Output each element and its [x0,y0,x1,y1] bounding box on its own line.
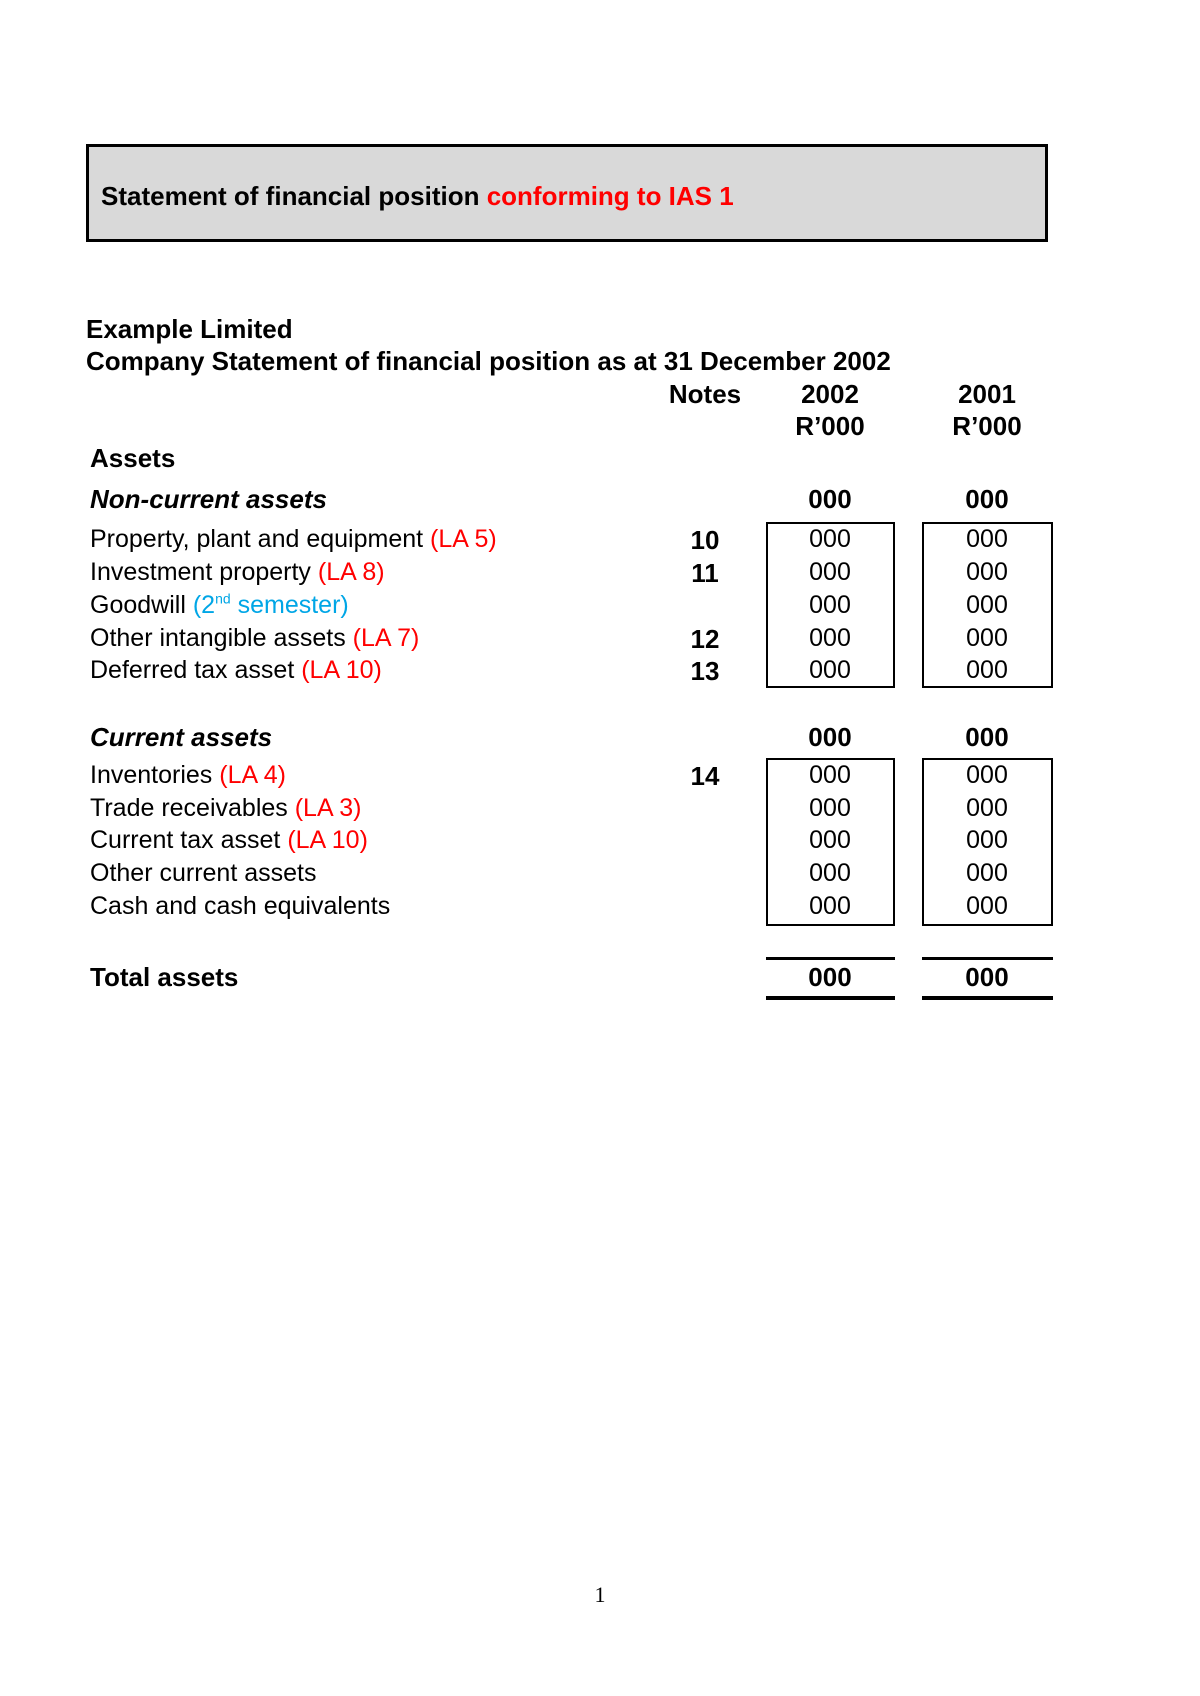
banner-title-main: Statement of financial position [101,181,487,211]
table-cell-2001: 000 [966,656,1008,684]
year-2002-header: 2002 [801,379,859,409]
current-total-2001: 000 [965,722,1009,752]
non-current-assets-heading: Non-current assets [90,484,327,514]
total-assets-2001: 000 [965,962,1009,992]
table-cell-2001: 000 [966,591,1008,619]
year-2001-header: 2001 [958,379,1016,409]
table-cell-2002: 000 [809,794,851,822]
statement-title: Company Statement of financial position as at 31 December 2002 [86,346,891,376]
table-row-label: Goodwill (2nd semester) [90,590,349,619]
non-current-total-2002: 000 [808,484,852,514]
banner-title-highlight: conforming to IAS 1 [486,181,734,211]
non-current-total-2001: 000 [965,484,1009,514]
table-row-note: 12 [690,624,720,654]
table-cell-2002: 000 [809,591,851,619]
table-cell-2001: 000 [966,624,1008,652]
table-cell-2001: 000 [966,761,1008,789]
table-row-label: Inventories (LA 4) [90,761,286,789]
table-cell-2002: 000 [809,892,851,920]
table-row-label: Cash and cash equivalents [90,892,391,920]
table-cell-2002: 000 [809,525,851,553]
table-cell-2001: 000 [966,892,1008,920]
table-cell-2002: 000 [809,558,851,586]
table-cell-2001: 000 [966,558,1008,586]
total-assets-label: Total assets [90,962,239,992]
table-cell-2002: 000 [809,624,851,652]
assets-heading: Assets [90,443,176,473]
current-assets-heading: Current assets [90,722,273,752]
table-cell-2002: 000 [809,826,851,854]
table-row-label: Trade receivables (LA 3) [90,794,362,822]
total-assets-2002: 000 [808,962,852,992]
table-row-note: 11 [691,558,719,588]
table-cell-2001: 000 [966,826,1008,854]
page-number: 1 [594,1582,606,1607]
table-cell-2001: 000 [966,794,1008,822]
table-row-note: 10 [690,525,720,555]
total-bottom-rule-2001 [922,996,1053,1000]
table-row-label: Other intangible assets (LA 7) [90,624,420,652]
table-cell-2002: 000 [809,656,851,684]
table-row-note: 14 [690,761,720,791]
current-total-2002: 000 [808,722,852,752]
total-bottom-rule-2002 [766,996,895,1000]
table-row-note: 13 [690,656,720,686]
table-row-label: Investment property (LA 8) [90,558,385,586]
unit-2002-header: R’000 [795,411,865,441]
table-row-label: Current tax asset (LA 10) [90,826,368,854]
table-cell-2002: 000 [809,859,851,887]
table-cell-2001: 000 [966,525,1008,553]
unit-2001-header: R’000 [952,411,1022,441]
table-cell-2002: 000 [809,761,851,789]
company-name: Example Limited [86,314,293,344]
total-top-rule-2002 [766,957,895,960]
table-row-label: Other current assets [90,859,317,887]
banner-title [101,181,734,212]
table-cell-2001: 000 [966,859,1008,887]
table-row-label: Deferred tax asset (LA 10) [90,656,382,684]
notes-column-header: Notes [668,379,742,409]
total-top-rule-2001 [922,957,1053,960]
table-row-label: Property, plant and equipment (LA 5) [90,525,497,553]
title-banner [86,144,1048,242]
